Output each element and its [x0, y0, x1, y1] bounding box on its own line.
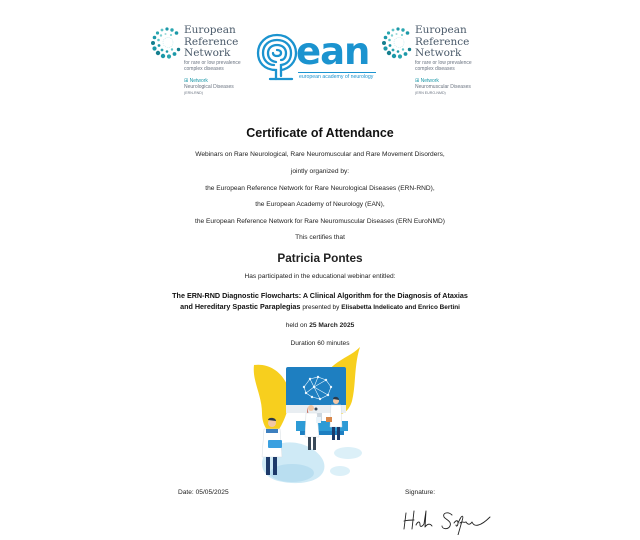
ern-rnd-logo: [150, 22, 260, 102]
ern-left-title-line: Reference: [184, 35, 239, 48]
ern-right-title-line: Reference: [415, 35, 470, 48]
held-on-date: 25 March 2025: [309, 322, 355, 329]
ern-right-network: [415, 78, 471, 96]
certificate-title: Certificate of Attendance: [246, 126, 394, 140]
network-name: Neuromuscular Diseases: [415, 84, 471, 90]
presented-by-label: presented by: [302, 304, 340, 311]
organizer-ern-rnd: the European Reference Network for Rare Neurological Diseases (ERN-RND),: [205, 185, 435, 192]
organizer-ean: the European Academy of Neurology (EAN),: [255, 201, 385, 208]
ern-left-subtitle: for rare or low prevalence complex diseases: [184, 60, 241, 72]
date-field: [178, 489, 229, 496]
network-code: (ERN EURO-NMD): [415, 91, 446, 95]
network-name: Neurological Diseases: [184, 84, 234, 90]
organized-by-text: jointly organized by:: [290, 168, 350, 175]
intro-text: Webinars on Rare Neurological, Rare Neuromuscular and Rare Movement Disorders,: [195, 151, 445, 158]
organizer-ern-euronmd: the European Reference Network for Rare Neuromuscular Diseases (ERN EuroNMD): [195, 218, 445, 225]
certifies-text: This certifies that: [295, 234, 345, 241]
ean-tagline: european academy of neurology: [299, 74, 374, 80]
webinar-title-line2: [0, 301, 640, 313]
ern-right-title: [415, 25, 469, 60]
network-label-text: Network: [420, 78, 439, 84]
webinar-title-line2-text: and Hereditary Spastic Paraplegias: [180, 302, 301, 311]
network-label-text: Network: [189, 78, 208, 84]
participated-text: Has participated in the educational webinar entitled:: [244, 273, 396, 280]
tagline-divider: [298, 72, 376, 73]
ern-right-subtitle: for rare or low prevalence complex diseases: [415, 60, 472, 72]
signature-image: [400, 505, 500, 535]
ern-left-network: [184, 78, 234, 96]
ern-dots-icon: [150, 26, 184, 60]
labyrinth-icon: [254, 32, 300, 82]
duration-text: Duration 60 minutes: [290, 340, 350, 347]
date-label: Date:: [178, 489, 194, 496]
ern-euronmd-logo: [381, 22, 491, 102]
held-on-line: [0, 322, 640, 329]
ern-left-title-line: Network: [184, 47, 231, 59]
ern-right-title-line: European: [415, 24, 467, 36]
network-code: (ERN-RND): [184, 91, 203, 95]
webinar-title-line1: The ERN-RND Diagnostic Flowcharts: A Clinical Algorithm for the Diagnosis of Ataxias: [172, 291, 468, 300]
recipient-name: Patricia Pontes: [277, 251, 363, 265]
ean-wordmark: ean: [296, 30, 370, 73]
held-on-label: held on: [285, 322, 308, 329]
signature-label: Signature:: [405, 489, 436, 496]
ern-left-title: [184, 25, 238, 60]
ern-right-title-line: Network: [415, 47, 462, 59]
network-label: ⊞ Network: [415, 78, 439, 84]
webinar-title: [0, 290, 640, 313]
ern-left-title-line: European: [184, 24, 236, 36]
ean-logo: [254, 30, 376, 92]
ern-dots-icon: [381, 26, 415, 60]
network-label: ⊞ Network: [184, 78, 208, 84]
presenters: Elisabetta Indelicato and Enrico Bertini: [341, 304, 460, 311]
date-value: 05/05/2025: [195, 489, 229, 496]
doctors-brain-illustration: [248, 345, 368, 485]
